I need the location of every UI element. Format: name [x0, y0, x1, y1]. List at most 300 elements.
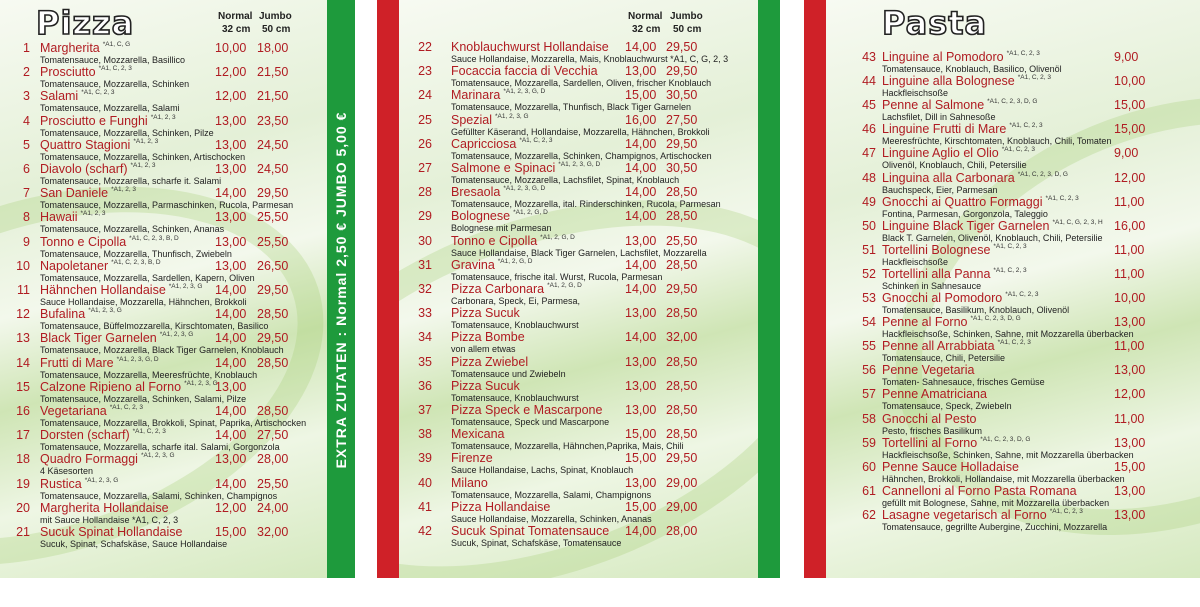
price-normal: 16,00 — [1114, 218, 1146, 233]
item-description: Tomatensauce, Mozzarella, Thunfisch, Black Tiger Garnelen — [451, 102, 691, 113]
item-number: 30 — [418, 233, 432, 248]
item-name — [40, 162, 155, 176]
price-normal: 14,00 — [625, 257, 657, 272]
item-description: Tomatensauce, Mozzarella, Schinken — [40, 79, 190, 90]
item-name-text: Linguine al Pomodoro — [882, 50, 1004, 64]
price-normal: 14,00 — [625, 524, 657, 538]
price-jumbo: 29,50 — [666, 451, 698, 466]
item-name-text: Hähnchen Hollandaise — [40, 283, 166, 297]
size-normal-cm: 32 cm — [632, 24, 661, 35]
item-name-text: Pizza Zwiebel — [451, 354, 529, 369]
price-jumbo: 29,50 — [666, 64, 698, 79]
price-normal: 10,00 — [1114, 291, 1146, 305]
pasta-title: Pasta — [882, 4, 988, 42]
item-name — [40, 41, 130, 55]
price-normal: 13,00 — [215, 452, 247, 467]
allergen-codes: *A1, C, 2, 3 — [997, 339, 1031, 347]
item-description: Tomatensauce, Mozzarella, Lachsfilet, Spinat, Knoblauch — [451, 175, 680, 185]
item-name — [451, 427, 505, 441]
price-normal: 14,00 — [215, 476, 247, 491]
item-description: Tomatensauce, Mozzarella, Meeresfrüchte, Knoblauch — [40, 369, 258, 380]
item-name — [882, 315, 1021, 329]
price-jumbo: 24,50 — [257, 162, 289, 176]
price-normal: 14,00 — [215, 283, 247, 297]
item-description: Tomatensauce, Mozzarella, Salami — [40, 103, 180, 114]
item-number: 51 — [862, 242, 876, 257]
item-name — [882, 436, 1030, 450]
item-description: Sauce Hollandaise, Mozzarella, Hähnchen, Brokkoli — [40, 297, 247, 307]
allergen-codes: *A1, 2, 3 — [111, 186, 137, 194]
item-name — [40, 114, 176, 128]
allergen-codes: *A1, C, 2, 3 — [1001, 146, 1035, 154]
item-description: Tomatensauce, Mozzarella, Schinken, Artischocken — [40, 151, 246, 162]
item-description: Tomatensauce, Mozzarella, Basillico — [40, 55, 186, 65]
item-name — [451, 355, 528, 369]
allergen-codes: *A1, C, 2, 3 — [993, 242, 1027, 250]
price-normal: 13,00 — [215, 137, 247, 152]
pizza-panel-left — [0, 0, 327, 578]
item-number: 40 — [418, 475, 432, 490]
item-name-text: Linguine alla Bolognese — [882, 74, 1015, 89]
item-name — [451, 185, 545, 199]
price-normal: 10,00 — [215, 41, 247, 55]
price-jumbo: 28,50 — [257, 404, 289, 418]
item-description: Tomatensauce, Mozzarella, Black Tiger Garnelen, Knoblauch — [40, 345, 284, 356]
price-normal: 11,00 — [1114, 339, 1145, 354]
item-name — [451, 40, 609, 54]
item-description: Tomatensauce, Mozzarella, Salami, Champignons — [451, 489, 652, 500]
item-number: 5 — [23, 137, 30, 152]
pizza-panel-middle — [399, 0, 758, 578]
item-description: Tomatensauce, Mozzarella, Schinken, Ananas — [40, 224, 225, 235]
item-number: 35 — [418, 354, 432, 369]
item-number: 57 — [862, 387, 876, 402]
price-jumbo: 23,50 — [257, 113, 289, 128]
price-jumbo: 28,50 — [666, 306, 698, 321]
item-number: 62 — [862, 507, 876, 522]
item-number: 46 — [862, 122, 876, 137]
item-number: 2 — [23, 65, 30, 80]
price-jumbo: 25,50 — [257, 234, 289, 249]
item-description: Tomatensauce, Mozzarella, scharfe it. Salami — [40, 176, 222, 186]
price-normal: 14,00 — [215, 355, 247, 370]
item-description: Tomatensauce, Mozzarella, Sardellen, Oliven, frischer Knoblauch — [451, 78, 712, 89]
item-name — [882, 363, 974, 377]
item-number: 27 — [418, 161, 432, 175]
price-jumbo: 28,50 — [257, 355, 289, 370]
price-normal: 12,00 — [215, 500, 247, 515]
item-name-text: Pizza Hollandaise — [451, 499, 551, 514]
allergen-codes: *A1, 2, G, D — [497, 257, 533, 265]
item-name-text: Sucuk Spinat Tomatensauce — [451, 524, 610, 538]
price-normal: 14,00 — [215, 428, 247, 443]
item-name — [882, 484, 1077, 498]
price-jumbo: 32,00 — [257, 525, 289, 539]
price-normal: 10,00 — [1114, 74, 1146, 89]
item-number: 31 — [418, 257, 432, 272]
allergen-codes: *A1, 2, 3, G, D — [558, 161, 601, 168]
allergen-codes: *A1, 2, 3, G — [495, 112, 529, 120]
item-number: 25 — [418, 112, 432, 127]
price-jumbo: 30,50 — [666, 161, 698, 175]
item-name-text: Cannelloni al Forno Pasta Romana — [882, 483, 1077, 498]
item-name — [882, 339, 1031, 353]
item-number: 52 — [862, 266, 876, 281]
item-name — [40, 210, 105, 224]
item-name — [882, 291, 1038, 305]
item-number: 29 — [418, 209, 432, 224]
item-description: Tomatensauce, Mozzarella, Schinken, Pilze — [40, 127, 214, 138]
size-normal-cm: 32 cm — [222, 24, 251, 35]
price-jumbo: 28,50 — [666, 185, 698, 200]
item-name — [882, 267, 1027, 281]
allergen-codes: *A1, C, 2, 3 — [1049, 507, 1083, 515]
item-number: 54 — [862, 315, 876, 330]
item-name — [451, 330, 525, 344]
item-name — [882, 460, 1019, 474]
price-normal: 12,00 — [215, 89, 247, 104]
allergen-codes: *A1, 2, 3 — [80, 210, 106, 218]
allergen-codes: *A1, 2, G, D — [547, 282, 582, 289]
item-description: Sauce Hollandaise, Mozzarella, Mais, Knoblauchwurst *A1, C, G, 2, 3 — [451, 54, 729, 64]
item-number: 48 — [862, 170, 876, 185]
item-description: Hackfleischsoße, Schinken, Sahne, mit Mozzarella überbacken — [882, 449, 1134, 460]
allergen-codes: *A1, 2, 3, G — [88, 307, 122, 315]
price-jumbo: 26,50 — [257, 258, 289, 273]
price-jumbo: 29,50 — [257, 186, 289, 201]
allergen-codes: *A1, C, 2, 3 — [1017, 74, 1051, 82]
item-number: 39 — [418, 451, 432, 466]
item-description: Bolognese mit Parmesan — [451, 223, 552, 234]
price-normal: 13,00 — [625, 64, 657, 79]
item-name — [451, 403, 602, 417]
price-jumbo: 27,50 — [257, 428, 289, 443]
price-normal: 13,00 — [625, 475, 657, 490]
item-number: 19 — [16, 476, 30, 491]
flag-white-stripe — [355, 0, 377, 578]
price-normal: 13,00 — [625, 306, 657, 321]
price-normal: 15,00 — [625, 427, 657, 442]
item-number: 45 — [862, 98, 876, 113]
item-name — [882, 219, 1103, 233]
item-name — [40, 138, 158, 152]
flag-red-stripe — [377, 0, 399, 578]
item-name — [40, 380, 218, 394]
item-name-text: Capricciosa — [451, 136, 517, 151]
price-jumbo: 29,50 — [666, 40, 698, 54]
price-jumbo: 27,50 — [666, 112, 698, 127]
item-number: 41 — [418, 499, 432, 514]
price-normal: 11,00 — [1114, 242, 1145, 257]
item-name — [451, 524, 609, 538]
price-normal: 15,00 — [625, 451, 657, 466]
item-number: 55 — [862, 339, 876, 354]
item-number: 3 — [23, 89, 30, 104]
item-name-text: Quattro Stagioni — [40, 137, 131, 152]
item-name — [451, 88, 545, 102]
item-name — [882, 74, 1051, 88]
item-description: Tomaten- Sahnesauce, frisches Gemüse — [882, 377, 1045, 388]
price-normal: 13,00 — [1114, 315, 1146, 330]
item-name-text: Knoblauchwurst Hollandaise — [451, 40, 609, 54]
item-description: Gefüllter Käserand, Hollandaise, Mozzarella, Hähnchen, Brokkoli — [451, 126, 710, 137]
item-number: 53 — [862, 291, 876, 305]
price-normal: 15,00 — [215, 525, 247, 539]
price-normal: 13,00 — [625, 378, 657, 393]
item-number: 11 — [17, 283, 30, 297]
item-name-text: Tortellini Bolognese — [882, 242, 991, 257]
allergen-codes: *A1, 2, 3 — [150, 113, 176, 121]
item-name — [451, 379, 520, 393]
price-jumbo: 24,50 — [257, 137, 289, 152]
item-description: Tomatensauce, Mozzarella, ital. Rinderschinken, Rucola, Parmesan — [451, 199, 721, 210]
item-number: 21 — [16, 525, 30, 539]
price-normal: 9,00 — [1114, 146, 1139, 161]
item-description: Tomatensauce, Mozzarella, Parmaschinken, Rucola, Parmesan — [40, 200, 294, 211]
size-jumbo-label: Jumbo — [670, 11, 703, 22]
allergen-codes: *A1, C, 2, 3 — [993, 266, 1027, 274]
item-name-text: Rustica — [40, 476, 82, 491]
item-description: Tomatensauce, frische ital. Wurst, Rucola, Parmesan — [451, 271, 663, 282]
item-number: 38 — [418, 427, 432, 442]
allergen-codes: *A1, C, 2, 3, B, D — [129, 234, 179, 242]
item-name — [451, 161, 600, 175]
item-name-text: Frutti di Mare — [40, 355, 114, 370]
price-jumbo: 28,50 — [666, 403, 698, 417]
item-number: 50 — [862, 218, 876, 233]
price-normal: 13,00 — [215, 258, 247, 273]
item-name — [40, 89, 114, 103]
allergen-codes: *A1, C, 2, 3 — [1006, 50, 1040, 57]
item-name — [451, 113, 529, 127]
item-number: 16 — [16, 404, 30, 418]
item-name-text: Firenze — [451, 451, 493, 466]
price-jumbo: 25,50 — [257, 476, 289, 491]
item-name-text: Margherita Hollandaise — [40, 500, 169, 515]
item-name — [451, 476, 488, 490]
item-number: 26 — [418, 136, 432, 151]
item-description: Sauce Hollandaise, Lachs, Spinat, Knoblauch — [451, 465, 634, 476]
item-number: 44 — [862, 74, 876, 89]
item-name-text: Vegetariana — [40, 404, 107, 418]
price-normal: 13,00 — [215, 379, 247, 394]
item-name-text: Focaccia faccia di Vecchia — [451, 64, 598, 79]
price-normal: 15,00 — [625, 499, 657, 514]
item-description: Pesto, frisches Basilikum — [882, 425, 983, 436]
allergen-codes: *A1, C, 2, 3, D, G — [987, 98, 1038, 106]
item-name — [882, 50, 1040, 64]
price-normal: 14,00 — [625, 209, 657, 224]
allergen-codes: *A1, C, 2, 3 — [519, 136, 553, 144]
allergen-codes: *A1, 2, 3 — [133, 137, 159, 145]
item-name-text: Milano — [451, 475, 488, 490]
item-name-text: San Daniele — [40, 186, 109, 201]
allergen-codes: *A1, C, 2, 3 — [109, 404, 143, 411]
price-jumbo: 30,50 — [666, 88, 698, 103]
item-name-text: Sucuk Spinat Hollandaise — [40, 525, 183, 539]
item-description: Hackfleischsoße — [882, 256, 949, 267]
item-name-text: Prosciutto e Funghi — [40, 113, 148, 128]
item-name-text: Penne al Salmone — [882, 98, 985, 113]
item-name-text: Diavolo (scharf) — [40, 162, 128, 176]
price-jumbo: 21,50 — [257, 65, 289, 80]
allergen-codes: *A1, C, 2, 3 — [1009, 122, 1043, 130]
item-name-text: Gnocchi al Pomodoro — [882, 291, 1003, 305]
item-number: 59 — [862, 435, 876, 450]
item-name — [40, 235, 179, 249]
size-normal-label: Normal — [628, 11, 663, 22]
item-number: 20 — [16, 500, 30, 515]
item-name-text: Marinara — [451, 88, 501, 103]
item-name-text: Spezial — [451, 112, 492, 127]
item-number: 60 — [862, 459, 876, 474]
price-normal: 14,00 — [625, 136, 657, 151]
price-normal: 14,00 — [625, 161, 657, 175]
price-normal: 12,00 — [1114, 170, 1146, 185]
item-description: Tomatensauce, Mozzarella, Salami, Schinken, Champignos — [40, 490, 278, 501]
item-name — [40, 283, 202, 297]
allergen-codes: *A1, 2, 3 — [130, 162, 156, 169]
item-name — [40, 501, 169, 515]
item-number: 43 — [862, 50, 876, 64]
item-description: Hähnchen, Brokkoli, Hollandaise, mit Mozzarella überbacken — [882, 473, 1125, 484]
item-description: Carbonara, Speck, Ei, Parmesa, — [451, 296, 581, 306]
price-normal: 15,00 — [1114, 459, 1146, 474]
item-name-text: Pizza Sucuk — [451, 378, 520, 393]
item-name-text: Pizza Bombe — [451, 330, 525, 345]
item-number: 49 — [862, 194, 876, 209]
item-name — [882, 171, 1068, 185]
item-name — [451, 209, 548, 223]
item-name-text: Hawaii — [40, 210, 78, 225]
size-normal-label: Normal — [218, 11, 253, 22]
item-name-text: Gnocchi ai Quattro Formaggi — [882, 194, 1043, 209]
extra-toppings-text: EXTRA ZUTATEN : Normal 2,50 € JUMBO 5,00 € — [333, 111, 349, 469]
item-name-text: Mexicana — [451, 427, 505, 442]
price-normal: 13,00 — [1114, 435, 1146, 450]
allergen-codes: *A1, C, 2, 3 — [81, 89, 115, 97]
item-description: Tomatensauce, Büffelmozzarella, Kirschtomaten, Basilico — [40, 321, 269, 332]
price-normal: 14,00 — [215, 404, 247, 418]
item-name — [882, 412, 977, 426]
item-name-text: Tonno e Cipolla — [451, 233, 538, 248]
item-number: 61 — [862, 483, 876, 498]
item-description: 4 Käsesorten — [40, 466, 94, 477]
flag-white-stripe — [780, 0, 804, 578]
item-name-text: Penne Vegetaria — [882, 363, 975, 378]
item-name — [451, 451, 493, 465]
price-normal: 15,00 — [1114, 122, 1146, 137]
pasta-panel — [826, 0, 1200, 578]
allergen-codes: *A1, C, 2, 3 — [1045, 194, 1079, 202]
price-normal: 11,00 — [1114, 194, 1145, 209]
item-description: gefüllt mit Bolognese, Sahne, mit Mozzarella überbacken — [882, 497, 1110, 508]
price-normal: 13,00 — [1114, 363, 1146, 378]
item-name — [882, 508, 1083, 522]
price-jumbo: 24,00 — [257, 500, 289, 515]
pizza-title: Pizza — [36, 4, 135, 42]
item-description: Meeresfrüchte, Kirschtomaten, Knoblauch, Chili, Tomaten — [882, 136, 1112, 147]
price-jumbo: 28,50 — [666, 257, 698, 272]
allergen-codes: *A1, C, G — [102, 41, 131, 48]
item-name-text: Tonno e Cipolla — [40, 234, 127, 249]
item-description: Tomatensauce, Knoblauchwurst — [451, 320, 579, 331]
item-description: Hackfleischsoße — [882, 88, 949, 99]
item-description: Tomatensauce, Mozzarella, scharfe ital. Salami, Gorgonzola — [40, 442, 280, 453]
price-jumbo: 28,00 — [257, 452, 289, 467]
item-description: Bauchspeck, Eier, Parmesan — [882, 184, 998, 195]
item-name-text: Bresaola — [451, 185, 501, 200]
item-name-text: Linguine Frutti di Mare — [882, 122, 1007, 137]
item-description: Tomatensauce, Mozzarella, Thunfisch, Zwiebeln — [40, 248, 232, 259]
item-number: 15 — [16, 379, 30, 394]
item-name — [40, 477, 118, 491]
size-jumbo-label: Jumbo — [259, 11, 292, 22]
item-name — [882, 98, 1037, 112]
item-number: 36 — [418, 378, 432, 393]
item-description: Hackfleischsoße, Schinken, Sahne, mit Mozzarella überbacken — [882, 329, 1134, 340]
price-normal: 14,00 — [625, 330, 657, 345]
allergen-codes: *A1, 2, 3, G, D — [503, 185, 546, 193]
item-name-text: Margherita — [40, 41, 100, 55]
item-description: Tomatensauce, Basilikum, Knoblauch, Olivenöl — [882, 305, 1070, 315]
item-name-text: Linguine Black Tiger Garnelen — [882, 218, 1050, 233]
price-normal: 14,00 — [625, 282, 657, 296]
price-normal: 11,00 — [1114, 266, 1145, 281]
price-jumbo: 28,00 — [666, 524, 698, 538]
allergen-codes: *A1, C, 2, 3, D, G — [970, 315, 1021, 323]
item-name — [451, 282, 582, 296]
allergen-codes: *A1, C, 2, 3 — [98, 65, 132, 73]
item-name — [451, 137, 553, 151]
item-description: Olivenöl, Knoblauch, Chili, Petersilie — [882, 160, 1027, 171]
item-description: mit Sauce Hollandaise *A1, C, 2, 3 — [40, 514, 179, 525]
item-name — [40, 356, 159, 370]
price-normal: 15,00 — [625, 88, 657, 103]
item-name-text: Tortellini al Forno — [882, 435, 978, 450]
item-number: 10 — [16, 258, 30, 273]
item-name-text: Pizza Sucuk — [451, 306, 520, 321]
item-description: von allem etwas — [451, 344, 516, 355]
allergen-codes: *A1, 2, 3, G — [84, 476, 119, 484]
item-name — [882, 146, 1035, 160]
price-jumbo: 29,50 — [666, 282, 698, 296]
item-description: Tomatensauce, Speck und Mascarpone — [451, 417, 610, 427]
price-normal: 14,00 — [625, 40, 657, 54]
item-name — [40, 186, 136, 200]
price-normal: 13,00 — [625, 354, 657, 369]
item-name-text: Linguine Aglio el Olio — [882, 146, 999, 161]
item-name-text: Penne all Arrabbiata — [882, 339, 995, 354]
item-name — [451, 306, 520, 320]
allergen-codes: *A1, C, 2, 3 — [132, 428, 166, 436]
item-description: Sucuk, Spinat, Schafskäse, Tomatensauce — [451, 538, 622, 548]
item-number: 42 — [418, 524, 432, 538]
item-name-text: Lasagne vegetarisch al Forno — [882, 507, 1047, 522]
price-jumbo: 28,50 — [666, 378, 698, 393]
item-name-text: Salami — [40, 89, 79, 104]
allergen-codes: *A1, C, 2, 3, D, G — [980, 435, 1031, 443]
price-jumbo: 29,00 — [666, 475, 698, 490]
item-name-text: Linguina alla Carbonara — [882, 170, 1015, 185]
item-description: Sucuk, Spinat, Schafskäse, Sauce Hollandaise — [40, 539, 228, 549]
item-description: Tomatensauce, Speck, Zwiebeln — [882, 401, 1012, 412]
allergen-codes: *A1, 2, 3, G — [159, 331, 194, 339]
item-description: Lachsfilet, Dill in Sahnesoße — [882, 112, 996, 123]
item-description: Tomatensauce, Mozzarella, Hähnchen,Paprika, Mais, Chili — [451, 441, 684, 452]
price-normal: 13,00 — [1114, 483, 1146, 498]
item-number: 28 — [418, 185, 432, 200]
